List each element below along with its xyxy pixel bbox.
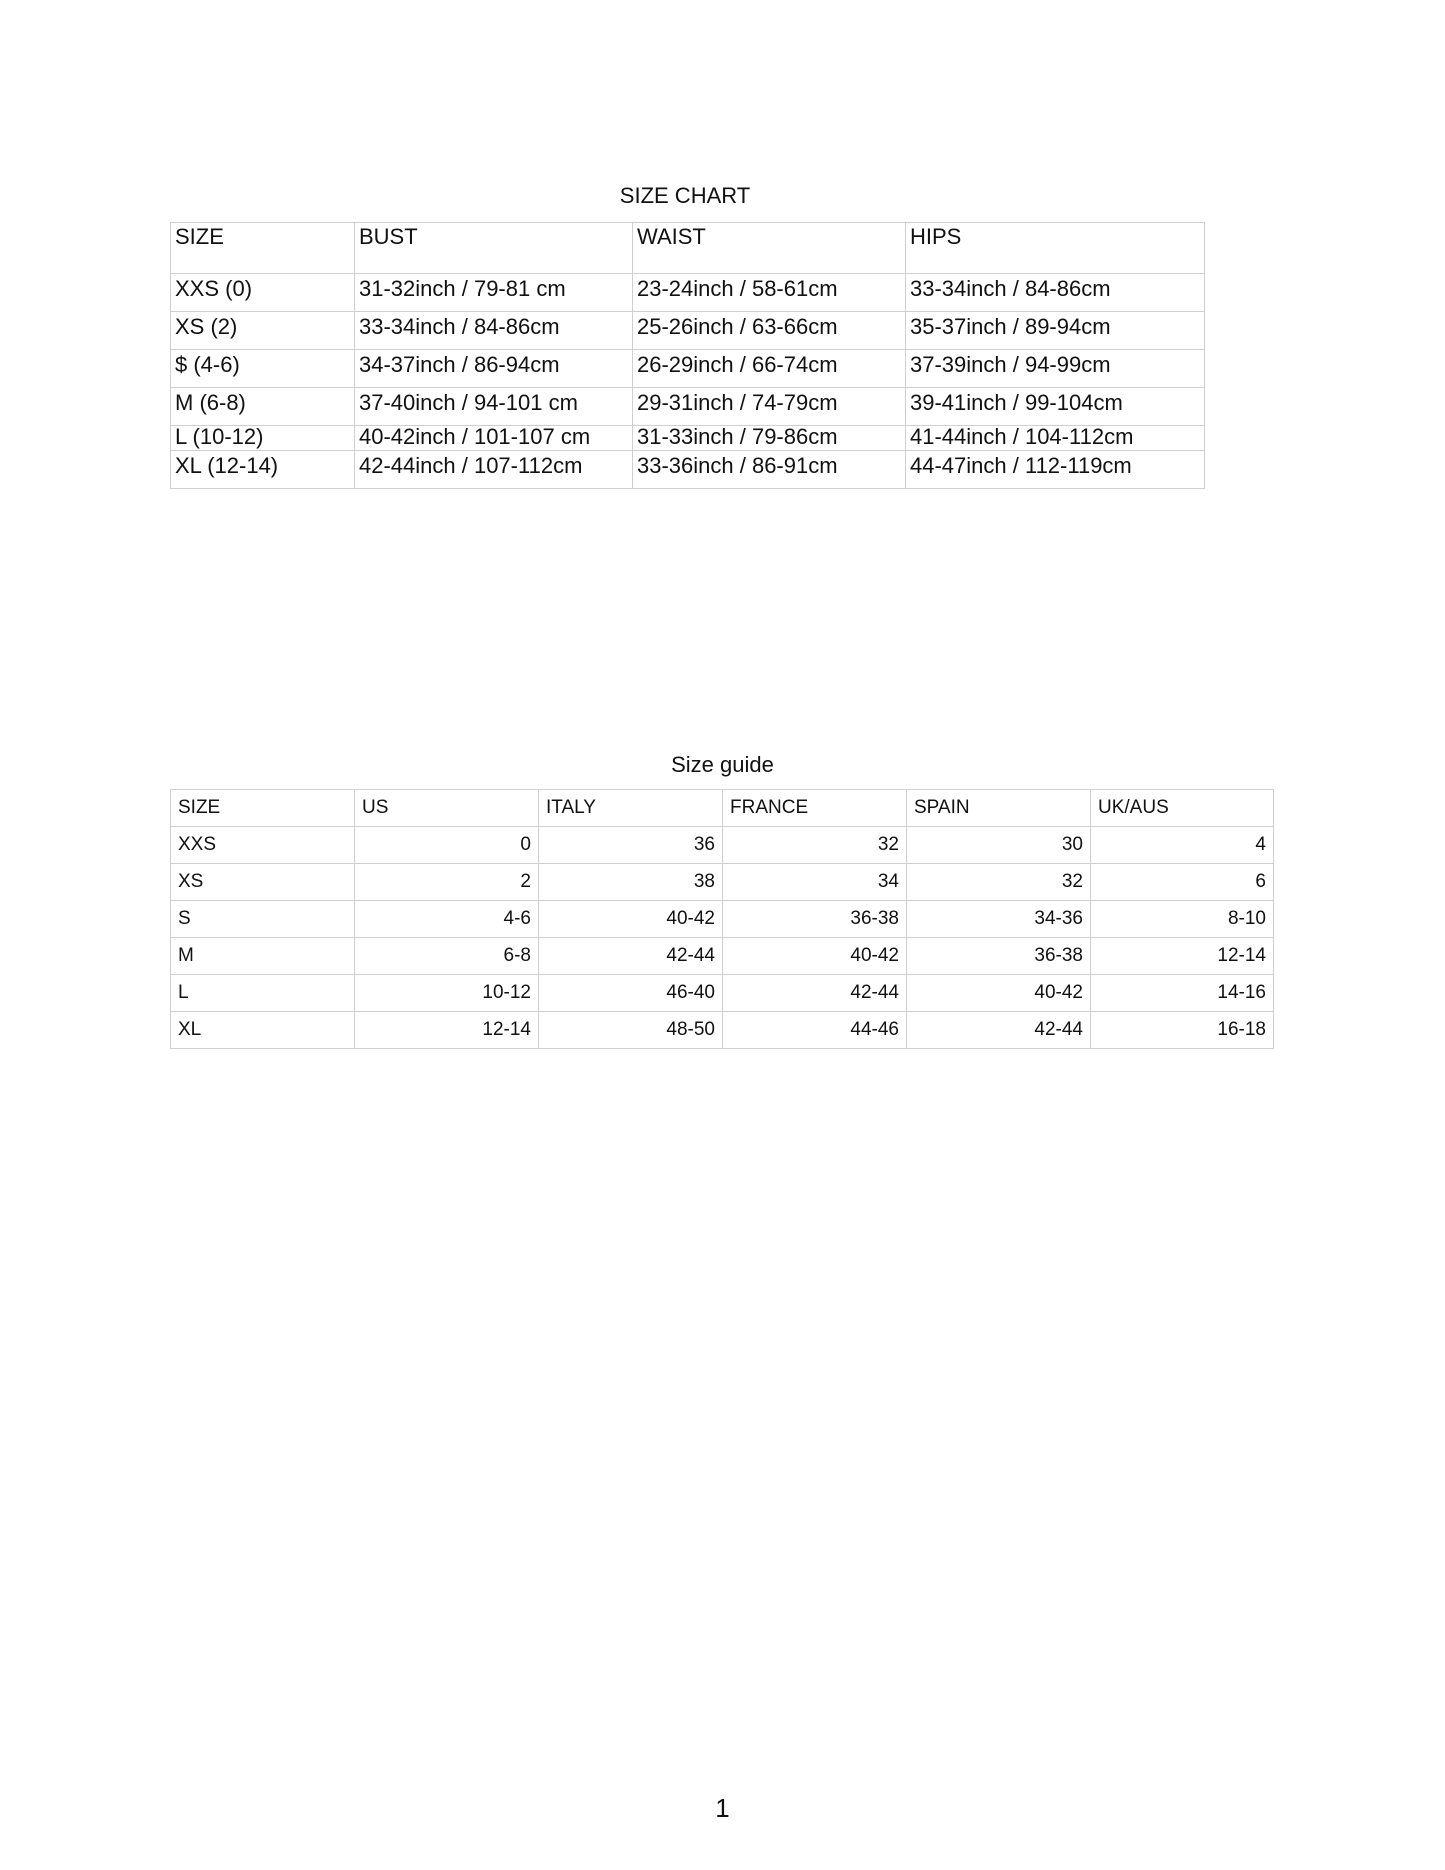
- table-row: [171, 975, 1274, 1012]
- cell-hips: 33-34inch / 84-86cm: [906, 274, 1205, 312]
- cell-size: M (6-8): [171, 388, 355, 426]
- cell-italy: 38: [539, 864, 723, 901]
- cell-waist: 25-26inch / 63-66cm: [633, 312, 906, 350]
- table-header-row: [171, 790, 1274, 827]
- cell-waist: 31-33inch / 79-86cm: [633, 426, 906, 451]
- cell-size: S: [171, 901, 355, 938]
- cell-uk-aus: 16-18: [1091, 1012, 1274, 1049]
- header-size: SIZE: [171, 790, 355, 827]
- cell-spain: 30: [907, 827, 1091, 864]
- cell-size: XS (2): [171, 312, 355, 350]
- cell-us: 12-14: [355, 1012, 539, 1049]
- cell-us: 6-8: [355, 938, 539, 975]
- cell-uk-aus: 12-14: [1091, 938, 1274, 975]
- cell-france: 44-46: [723, 1012, 907, 1049]
- cell-uk-aus: 4: [1091, 827, 1274, 864]
- header-bust: BUST: [355, 223, 633, 274]
- header-us: US: [355, 790, 539, 827]
- cell-bust: 33-34inch / 84-86cm: [355, 312, 633, 350]
- header-italy: ITALY: [539, 790, 723, 827]
- cell-hips: 37-39inch / 94-99cm: [906, 350, 1205, 388]
- cell-us: 10-12: [355, 975, 539, 1012]
- table-row: [171, 274, 1205, 312]
- table-row: [171, 312, 1205, 350]
- table-row: [171, 1012, 1274, 1049]
- size-chart-title: SIZE CHART: [619, 183, 751, 208]
- cell-france: 32: [723, 827, 907, 864]
- cell-size: L (10-12): [171, 426, 355, 451]
- cell-size: XXS: [171, 827, 355, 864]
- cell-size: XL: [171, 1012, 355, 1049]
- cell-bust: 40-42inch / 101-107 cm: [355, 426, 633, 451]
- cell-size: $ (4-6): [171, 350, 355, 388]
- header-waist: WAIST: [633, 223, 906, 274]
- table-row: [171, 451, 1205, 489]
- table-row: [171, 901, 1274, 938]
- cell-uk-aus: 8-10: [1091, 901, 1274, 938]
- cell-size: M: [171, 938, 355, 975]
- table-header-row: [171, 223, 1205, 274]
- cell-us: 2: [355, 864, 539, 901]
- cell-spain: 36-38: [907, 938, 1091, 975]
- cell-waist: 23-24inch / 58-61cm: [633, 274, 906, 312]
- cell-hips: 35-37inch / 89-94cm: [906, 312, 1205, 350]
- cell-size: XL (12-14): [171, 451, 355, 489]
- table-row: [171, 864, 1274, 901]
- cell-hips: 41-44inch / 104-112cm: [906, 426, 1205, 451]
- cell-size: L: [171, 975, 355, 1012]
- cell-waist: 26-29inch / 66-74cm: [633, 350, 906, 388]
- cell-bust: 31-32inch / 79-81 cm: [355, 274, 633, 312]
- table-row: [171, 350, 1205, 388]
- header-uk-aus: UK/AUS: [1091, 790, 1274, 827]
- header-france: FRANCE: [723, 790, 907, 827]
- cell-spain: 34-36: [907, 901, 1091, 938]
- table-row: [171, 827, 1274, 864]
- cell-spain: 32: [907, 864, 1091, 901]
- cell-bust: 42-44inch / 107-112cm: [355, 451, 633, 489]
- table-row: [171, 388, 1205, 426]
- cell-size: XXS (0): [171, 274, 355, 312]
- table-row: [171, 426, 1205, 451]
- size-chart-table: [170, 222, 1205, 489]
- cell-italy: 36: [539, 827, 723, 864]
- cell-france: 40-42: [723, 938, 907, 975]
- cell-waist: 33-36inch / 86-91cm: [633, 451, 906, 489]
- cell-italy: 48-50: [539, 1012, 723, 1049]
- table-row: [171, 938, 1274, 975]
- header-hips: HIPS: [906, 223, 1205, 274]
- cell-waist: 29-31inch / 74-79cm: [633, 388, 906, 426]
- cell-spain: 42-44: [907, 1012, 1091, 1049]
- cell-size: XS: [171, 864, 355, 901]
- cell-bust: 34-37inch / 86-94cm: [355, 350, 633, 388]
- cell-italy: 40-42: [539, 901, 723, 938]
- size-guide-table: [170, 789, 1274, 1049]
- cell-uk-aus: 6: [1091, 864, 1274, 901]
- header-spain: SPAIN: [907, 790, 1091, 827]
- cell-hips: 39-41inch / 99-104cm: [906, 388, 1205, 426]
- cell-us: 4-6: [355, 901, 539, 938]
- size-guide-title: Size guide: [671, 752, 774, 777]
- cell-spain: 40-42: [907, 975, 1091, 1012]
- cell-france: 42-44: [723, 975, 907, 1012]
- cell-hips: 44-47inch / 112-119cm: [906, 451, 1205, 489]
- cell-us: 0: [355, 827, 539, 864]
- cell-uk-aus: 14-16: [1091, 975, 1274, 1012]
- cell-italy: 42-44: [539, 938, 723, 975]
- cell-italy: 46-40: [539, 975, 723, 1012]
- header-size: SIZE: [171, 223, 355, 274]
- page-number: 1: [715, 1793, 730, 1823]
- cell-france: 34: [723, 864, 907, 901]
- cell-france: 36-38: [723, 901, 907, 938]
- cell-bust: 37-40inch / 94-101 cm: [355, 388, 633, 426]
